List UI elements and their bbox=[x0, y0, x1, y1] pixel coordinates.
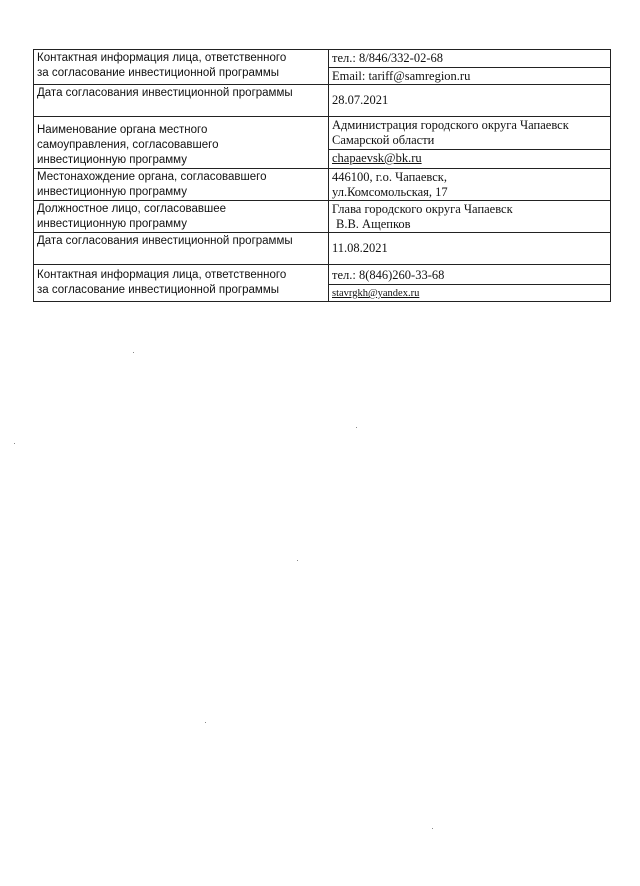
cell-text: 446100, г.о. Чапаевск, bbox=[332, 170, 447, 184]
date-value-cell bbox=[329, 85, 611, 117]
cell-text: Глава городского округа Чапаевск bbox=[332, 202, 513, 216]
contact-label-cell bbox=[34, 265, 329, 302]
table-row bbox=[34, 265, 611, 302]
table-row bbox=[34, 233, 611, 265]
contact-value-cell bbox=[329, 265, 611, 302]
cell-text: за согласование инвестиционной программы bbox=[37, 67, 279, 79]
cell-text: В.В. Ащепков bbox=[336, 217, 411, 231]
scan-speck bbox=[297, 560, 298, 561]
cell-text: Контактная информация лица, ответственного bbox=[37, 269, 287, 281]
date-value-cell bbox=[329, 233, 611, 265]
authority-value-cell bbox=[329, 117, 611, 169]
scan-speck bbox=[14, 443, 15, 444]
authority-label-cell bbox=[34, 117, 329, 169]
location-value-cell bbox=[329, 169, 611, 201]
cell-text: Дата согласования инвестиционной программы bbox=[37, 235, 293, 247]
cell-text: самоуправления, согласовавшего bbox=[37, 139, 219, 151]
cell-text: инвестиционную программу bbox=[37, 218, 187, 230]
official-value-cell bbox=[329, 201, 611, 233]
cell-text: Должностное лицо, согласовавшее bbox=[37, 203, 227, 215]
email-text: Email: tariff@samregion.ru bbox=[329, 67, 610, 84]
table-row bbox=[34, 50, 611, 85]
cell-text: Наименование органа местного bbox=[37, 124, 208, 136]
scan-speck bbox=[205, 722, 206, 723]
cell-text: Администрация городского округа Чапаевск bbox=[332, 118, 569, 132]
date-text: 28.07.2021 bbox=[332, 93, 389, 107]
cell-text: инвестиционную программу bbox=[37, 154, 187, 166]
scan-speck bbox=[356, 427, 357, 428]
table-row bbox=[34, 85, 611, 117]
cell-text: Самарской области bbox=[332, 133, 435, 147]
cell-text: Местонахождение органа, согласовавшего bbox=[37, 171, 267, 183]
email-link[interactable]: stavrgkh@yandex.ru bbox=[329, 284, 610, 301]
cell-text: Дата согласования инвестиционной программы bbox=[37, 87, 293, 99]
scan-speck bbox=[432, 828, 433, 829]
phone-text: тел.: 8/846/332-02-68 bbox=[332, 51, 443, 65]
cell-text: за согласование инвестиционной программы bbox=[37, 284, 279, 296]
cell-text: инвестиционную программу bbox=[37, 186, 187, 198]
table-row bbox=[34, 201, 611, 233]
location-label-cell bbox=[34, 169, 329, 201]
date-label-cell bbox=[34, 233, 329, 265]
table-row bbox=[34, 169, 611, 201]
cell-text: ул.Комсомольская, 17 bbox=[332, 185, 448, 199]
phone-text: тел.: 8(846)260-33-68 bbox=[332, 268, 445, 282]
date-text: 11.08.2021 bbox=[332, 241, 388, 255]
contact-label-cell bbox=[34, 50, 329, 85]
email-link[interactable]: chapaevsk@bk.ru bbox=[329, 149, 610, 166]
cell-text: Контактная информация лица, ответственного bbox=[37, 52, 287, 64]
contact-value-cell bbox=[329, 50, 611, 85]
official-label-cell bbox=[34, 201, 329, 233]
scan-speck bbox=[133, 352, 134, 353]
info-table bbox=[33, 49, 611, 302]
table-row bbox=[34, 117, 611, 169]
date-label-cell bbox=[34, 85, 329, 117]
